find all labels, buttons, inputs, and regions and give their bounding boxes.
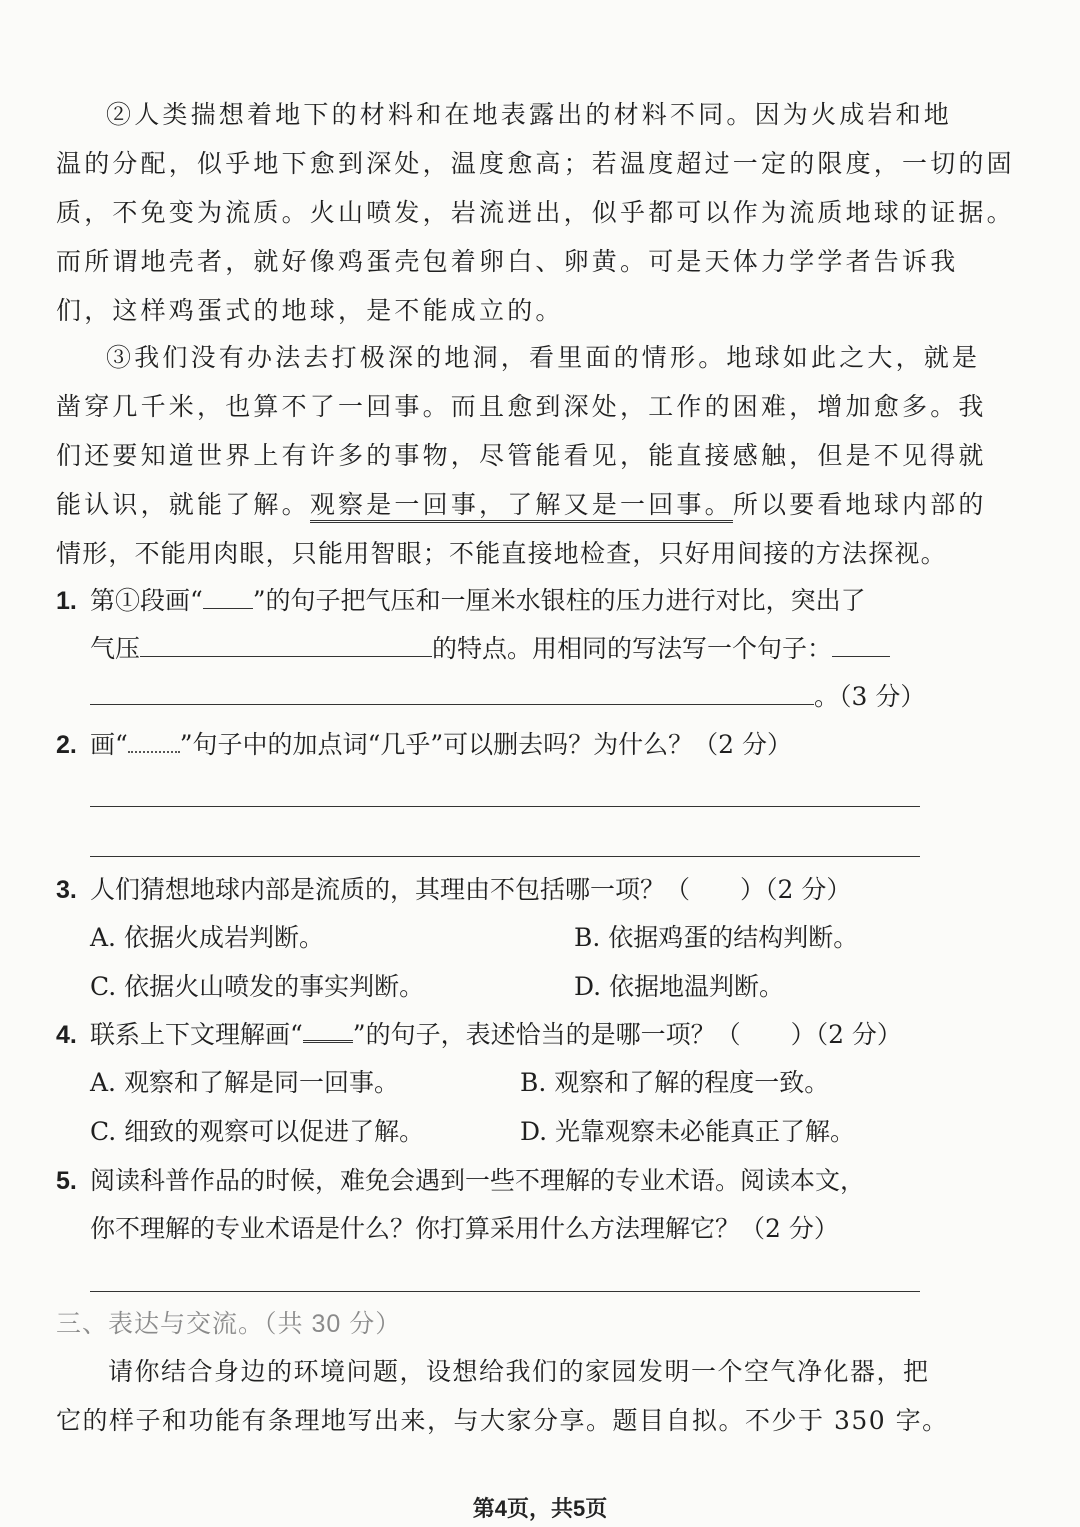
question-text: ”句子中的加点词“几乎”可以删去吗？为什么？（2 分） (179, 730, 792, 759)
text-segment: 能认识，就能了解。 (56, 490, 310, 519)
underlined-sentence: 观察是一回事，了解又是一回事。 (310, 490, 733, 523)
question-1 (56, 576, 922, 626)
question-number: 1. (56, 587, 77, 615)
question-text: 气压 (90, 634, 141, 663)
question-number: 4. (56, 1021, 77, 1049)
text-line: ③我们没有办法去打极深的地洞，看里面的情形。地球如此之大，就是 (106, 343, 981, 372)
section-3-prompt (56, 1347, 949, 1445)
text-line: 而所谓地壳者，就好像鸡蛋壳包着卵白、卵黄。可是天体力学学者告诉我 (56, 247, 959, 276)
question-2 (56, 720, 922, 770)
text-line: 们，这样鸡蛋式的地球，是不能成立的。 (56, 296, 564, 325)
wavy-underline-marker (128, 729, 180, 753)
text-line: 请你结合身边的环境问题，设想给我们的家园发明一个空气净化器，把 (108, 1357, 930, 1386)
option-b[interactable]: B. 依据鸡蛋的结构判断。 (574, 923, 859, 952)
question-text: 画“ (90, 730, 128, 759)
question-number: 3. (56, 876, 77, 904)
answer-blank[interactable] (832, 634, 890, 657)
text-line: 温的分配，似乎地下愈到深处，温度愈高；若温度超过一定的限度，一切的固 (56, 149, 1015, 178)
question-text: 的特点。用相同的写法写一个句子： (432, 634, 833, 663)
answer-line[interactable] (90, 856, 920, 857)
text-line: 它的样子和功能有条理地写出来，与大家分享。题目自拟。不少于 350 字。 (56, 1406, 949, 1435)
answer-line[interactable] (90, 1291, 920, 1292)
question-score: 。（3 分） (814, 682, 926, 711)
passage-paragraph-2 (56, 90, 1015, 335)
text-line: ②人类揣想着地下的材料和在地表露出的材料不同。因为火成岩和地 (106, 100, 953, 129)
option-b[interactable]: B. 观察和了解的程度一致。 (520, 1068, 830, 1097)
option-a[interactable]: A. 依据火成岩判断。 (90, 923, 324, 952)
answer-blank[interactable] (140, 634, 432, 657)
question-4 (56, 1010, 922, 1060)
option-a[interactable]: A. 观察和了解是同一回事。 (90, 1068, 399, 1097)
option-d[interactable]: D. 依据地温判断。 (574, 972, 785, 1001)
option-d[interactable]: D. 光靠观察未必能真正了解。 (520, 1117, 856, 1146)
question-text: ”的句子把气压和一厘米水银柱的压力进行对比，突出了 (252, 586, 866, 615)
text-line (56, 480, 987, 529)
answer-line[interactable] (90, 806, 920, 807)
question-text: 阅读科普作品的时候，难免会遇到一些不理解的专业术语。阅读本文， (90, 1166, 866, 1195)
answer-blank[interactable] (90, 682, 814, 705)
text-line: 情形，不能用肉眼，只能用智眼；不能直接地检查，只好用间接的方法探视。 (56, 539, 947, 568)
option-c[interactable]: C. 细致的观察可以促进了解。 (90, 1117, 425, 1146)
question-1-line-2 (90, 624, 890, 673)
question-3 (56, 865, 922, 915)
text-line: 们还要知道世界上有许多的事物，尽管能看见，能直接感触，但是不见得就 (56, 441, 987, 470)
question-text: 人们猜想地球内部是流质的，其理由不包括哪一项？（ ）（2 分） (90, 875, 852, 904)
text-line: 凿穿几千米，也算不了一回事。而且愈到深处，工作的困难，增加愈多。我 (56, 392, 987, 421)
option-c[interactable]: C. 依据火山喷发的事实判断。 (90, 972, 425, 1001)
section-3-title: 三、表达与交流。（共 30 分） (56, 1310, 402, 1338)
page-number: 第4页，共5页 (472, 1496, 608, 1521)
text-line: 质，不免变为流质。火山喷发，岩流迸出，似乎都可以作为流质地球的证据。 (56, 198, 1015, 227)
question-text: 联系上下文理解画“ (90, 1020, 303, 1049)
underline-marker (203, 586, 253, 609)
double-underline-marker (303, 1018, 353, 1043)
passage-paragraph-3 (56, 333, 987, 578)
question-number: 5. (56, 1167, 77, 1195)
question-text: 第①段画“ (90, 586, 203, 615)
question-5 (56, 1156, 922, 1206)
question-1-line-3 (90, 672, 925, 721)
text-segment: 所以要看地球内部的 (732, 490, 987, 519)
question-text: ”的句子，表述恰当的是哪一项？（ ）（2 分） (352, 1020, 902, 1049)
question-5-line-2: 你不理解的专业术语是什么？你打算采用什么方法理解它？（2 分） (90, 1214, 839, 1243)
question-number: 2. (56, 731, 77, 759)
